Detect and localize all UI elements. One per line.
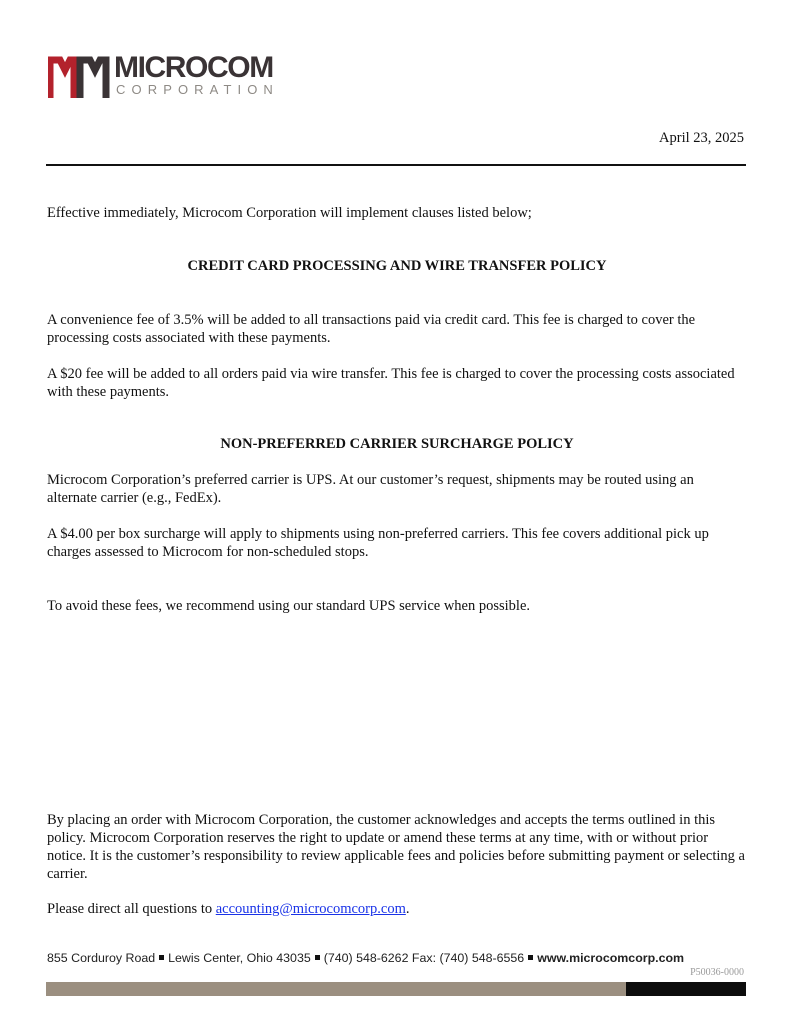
logo-wordmark: MICROCOM	[114, 51, 273, 84]
accounting-email-link[interactable]: accounting@microcomcorp.com	[215, 901, 406, 917]
bullet-square-icon	[159, 955, 164, 960]
footer-phone: (740) 548-6262 Fax: (740) 548-6556	[323, 951, 525, 965]
section-heading-credit-card: CREDIT CARD PROCESSING AND WIRE TRANSFER POLICY	[187, 258, 607, 274]
section-heading-carrier: NON-PREFERRED CARRIER SURCHARGE POLICY	[220, 436, 574, 452]
document-code: P50036-0000	[690, 967, 744, 978]
header-divider	[46, 164, 746, 166]
footer-website-link[interactable]: www.microcomcorp.com	[537, 951, 685, 965]
logo-subtitle: CORPORATION	[116, 82, 279, 97]
bullet-square-icon	[528, 955, 533, 960]
preferred-carrier-paragraph: Microcom Corporation’s preferred carrier is UPS. At our customer’s request, shipments may be routed using an alternate carrier (e.g., FedEx).	[47, 472, 694, 506]
footer-address: 855 Corduroy Road	[47, 951, 156, 965]
contact-paragraph	[47, 900, 747, 918]
wire-transfer-fee-paragraph: A $20 fee will be added to all orders paid via wire transfer. This fee is charged to cover the processing costs associated with these payments.	[47, 366, 735, 400]
acknowledgement-paragraph: By placing an order with Microcom Corporation, the customer acknowledges and accepts the terms outlined in this policy. Microcom Corporation reserves the right to update or amend these terms at any time, with or without prior notice. It is the customer’s responsibility to review applicable fees and policies before submitting payment or selecting a carrier.	[47, 812, 745, 882]
letter-date: April 23, 2025	[659, 130, 744, 146]
footer-city: Lewis Center, Ohio 43035	[168, 951, 311, 965]
microcom-logo-mark-icon	[48, 56, 110, 100]
footer-bar-tan	[46, 982, 626, 996]
recommendation-paragraph: To avoid these fees, we recommend using our standard UPS service when possible.	[47, 598, 531, 614]
carrier-surcharge-paragraph: A $4.00 per box surcharge will apply to shipments using non-preferred carriers. This fee covers additional pick up charges assessed to Microcom for non-scheduled stops.	[47, 526, 709, 560]
contact-suffix: .	[405, 901, 410, 917]
company-logo	[48, 51, 279, 102]
footer-contact-line	[47, 951, 684, 965]
credit-card-fee-paragraph: A convenience fee of 3.5% will be added to all transactions paid via credit card. This fee is charged to cover the processing costs associated with these payments.	[47, 312, 696, 346]
intro-paragraph: Effective immediately, Microcom Corporation will implement clauses listed below;	[47, 205, 532, 221]
footer-bar-black	[626, 982, 746, 996]
contact-prefix: Please direct all questions to	[47, 901, 216, 917]
bullet-square-icon	[315, 955, 320, 960]
